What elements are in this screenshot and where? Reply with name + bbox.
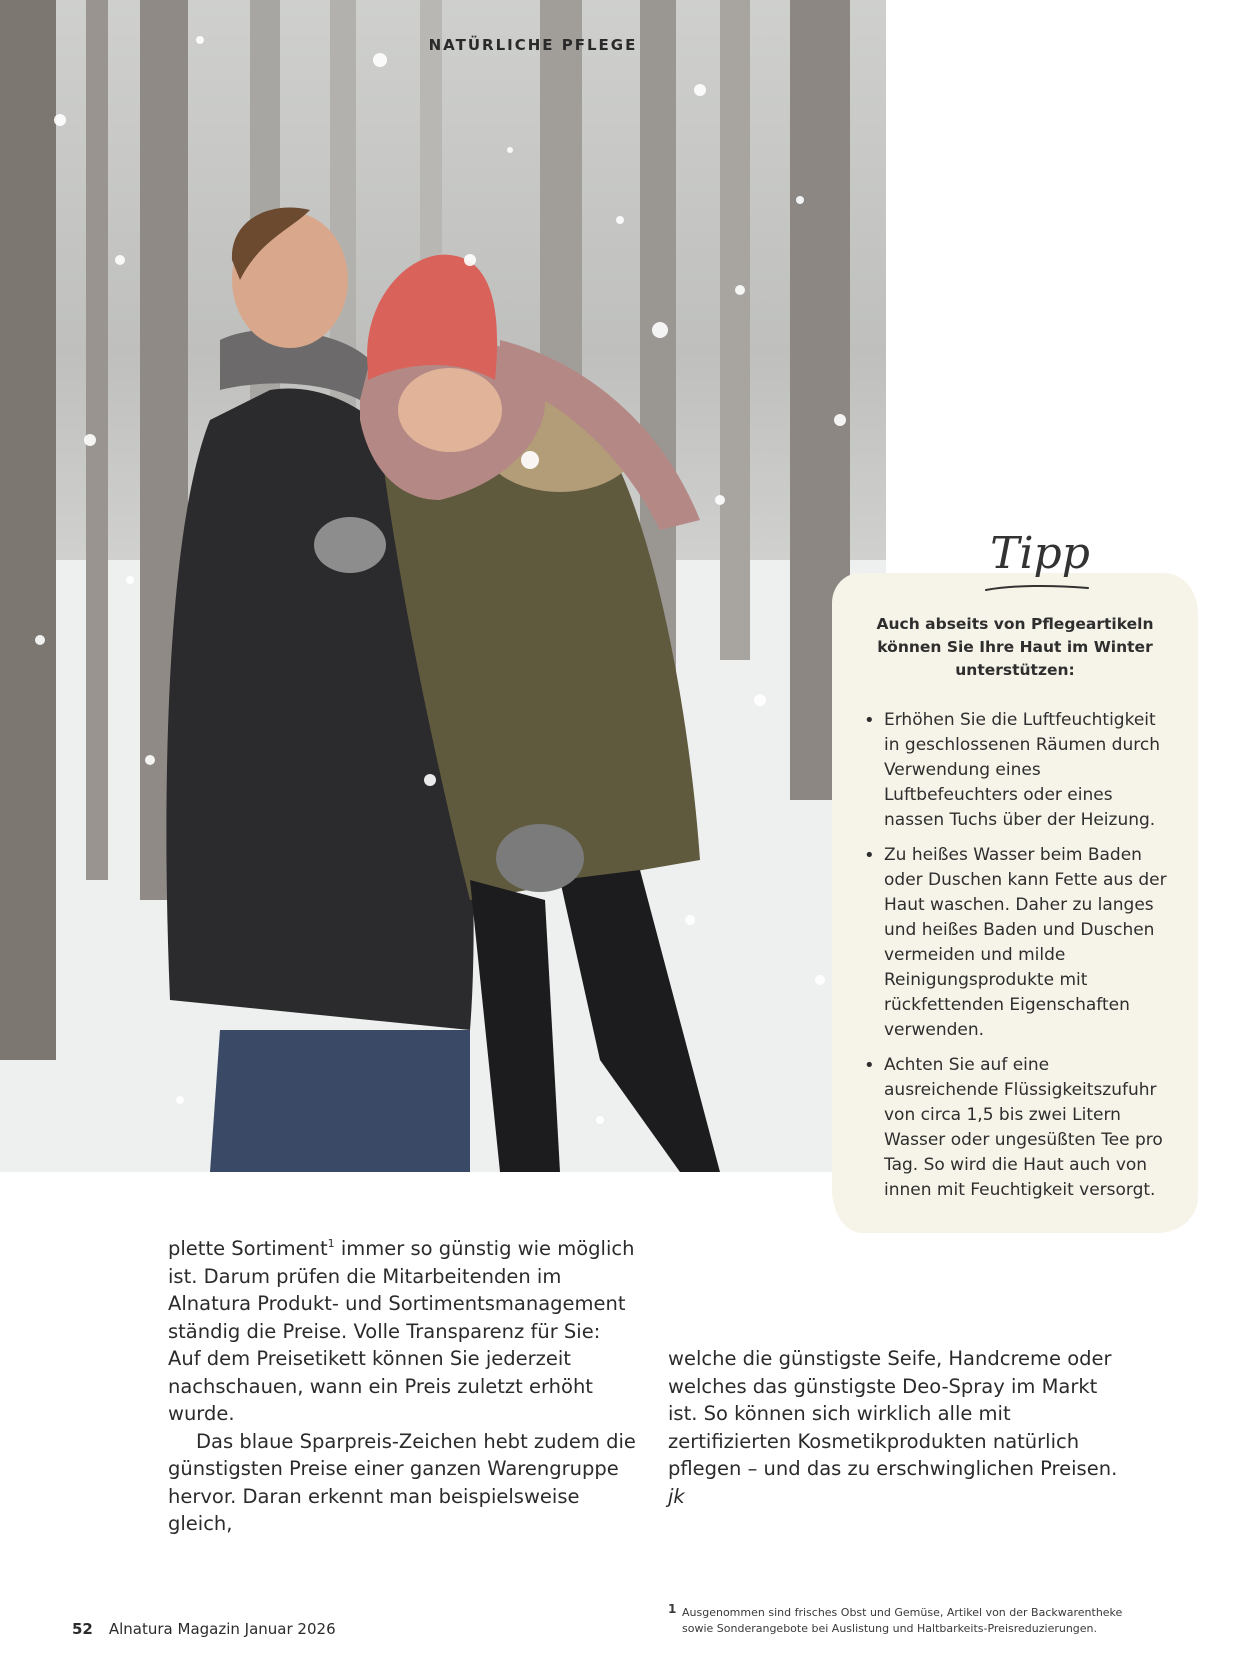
tip-intro: Auch abseits von Pflegeartikeln können Sie Ihre Haut im Winter unterstützen: [876, 615, 1154, 679]
tip-item: • Zu heißes Wasser beim Baden oder Duschen kann Fette aus der Haut waschen. Daher zu langes und heißes Baden und Duschen vermeiden und milde Reinigungsprodukte mit rückfettenden Eigenschaften verwenden. [862, 843, 1168, 1043]
body-paragraph [668, 1345, 1128, 1510]
publication-name: Alnatura Magazin Januar 2026 [108, 1620, 336, 1638]
footnote-mark: 1 [668, 1602, 677, 1616]
body-column-left [168, 1235, 638, 1538]
winter-couple-photo [0, 0, 886, 1172]
tip-title: Tipp [990, 528, 1090, 579]
tip-item: • Achten Sie auf eine ausreichende Flüssigkeitszufuhr von circa 1,5 bis zwei Litern Wasser oder ungesüßten Tee pro Tag. So wird die Haut auch von innen mit Feuchtigkeit versorgt. [862, 1053, 1168, 1203]
body-paragraph [168, 1235, 638, 1428]
tip-list [862, 708, 1168, 1203]
body-text: immer so günstig wie möglich ist. Darum prüfen die Mitarbeitenden im Alnatura Produkt- und Sortimentsmanagement ständig die Preise. Volle Transparenz für Sie: Auf dem Preisetikett können Sie jederzeit nachschauen, wann ein Preis zuletzt erhöht wurde. [168, 1237, 635, 1425]
body-column-right [668, 1345, 1128, 1510]
author-initials: jk [668, 1484, 685, 1508]
page-number: 52 [72, 1620, 93, 1638]
tip-item: • Erhöhen Sie die Luftfeuchtigkeit in geschlossenen Räumen durch Verwendung eines Luftbefeuchters oder eines nassen Tuchs über der Heizung. [862, 708, 1168, 833]
footnote-text: Ausgenommen sind frisches Obst und Gemüse, Artikel von der Backwarentheke sowie Sonderangebote bei Auslistung und Haltbarkeits-Preisreduzierungen. [682, 1606, 1123, 1635]
page-folio [72, 1620, 336, 1638]
tip-box [832, 573, 1198, 1233]
footnote-reference: 1 [327, 1237, 335, 1250]
photo-illustration [0, 0, 886, 1172]
tip-underline-icon [982, 582, 1092, 594]
body-paragraph: Das blaue Sparpreis-Zeichen hebt zudem die günstigsten Preise einer ganzen Warengruppe hervor. Daran erkennt man beispielsweise gleich, [168, 1429, 636, 1535]
footnote [668, 1602, 1138, 1637]
body-text: plette Sortiment [168, 1237, 328, 1260]
section-label: NATÜRLICHE PFLEGE [428, 36, 638, 54]
body-text: welche die günstigste Seife, Handcreme oder welches das günstigste Deo-Spray im Markt ist. So können sich wirklich alle mit zertifizierten Kosmetikprodukten natürlich pflegen – und das zu erschwinglichen Preisen. [668, 1347, 1118, 1480]
